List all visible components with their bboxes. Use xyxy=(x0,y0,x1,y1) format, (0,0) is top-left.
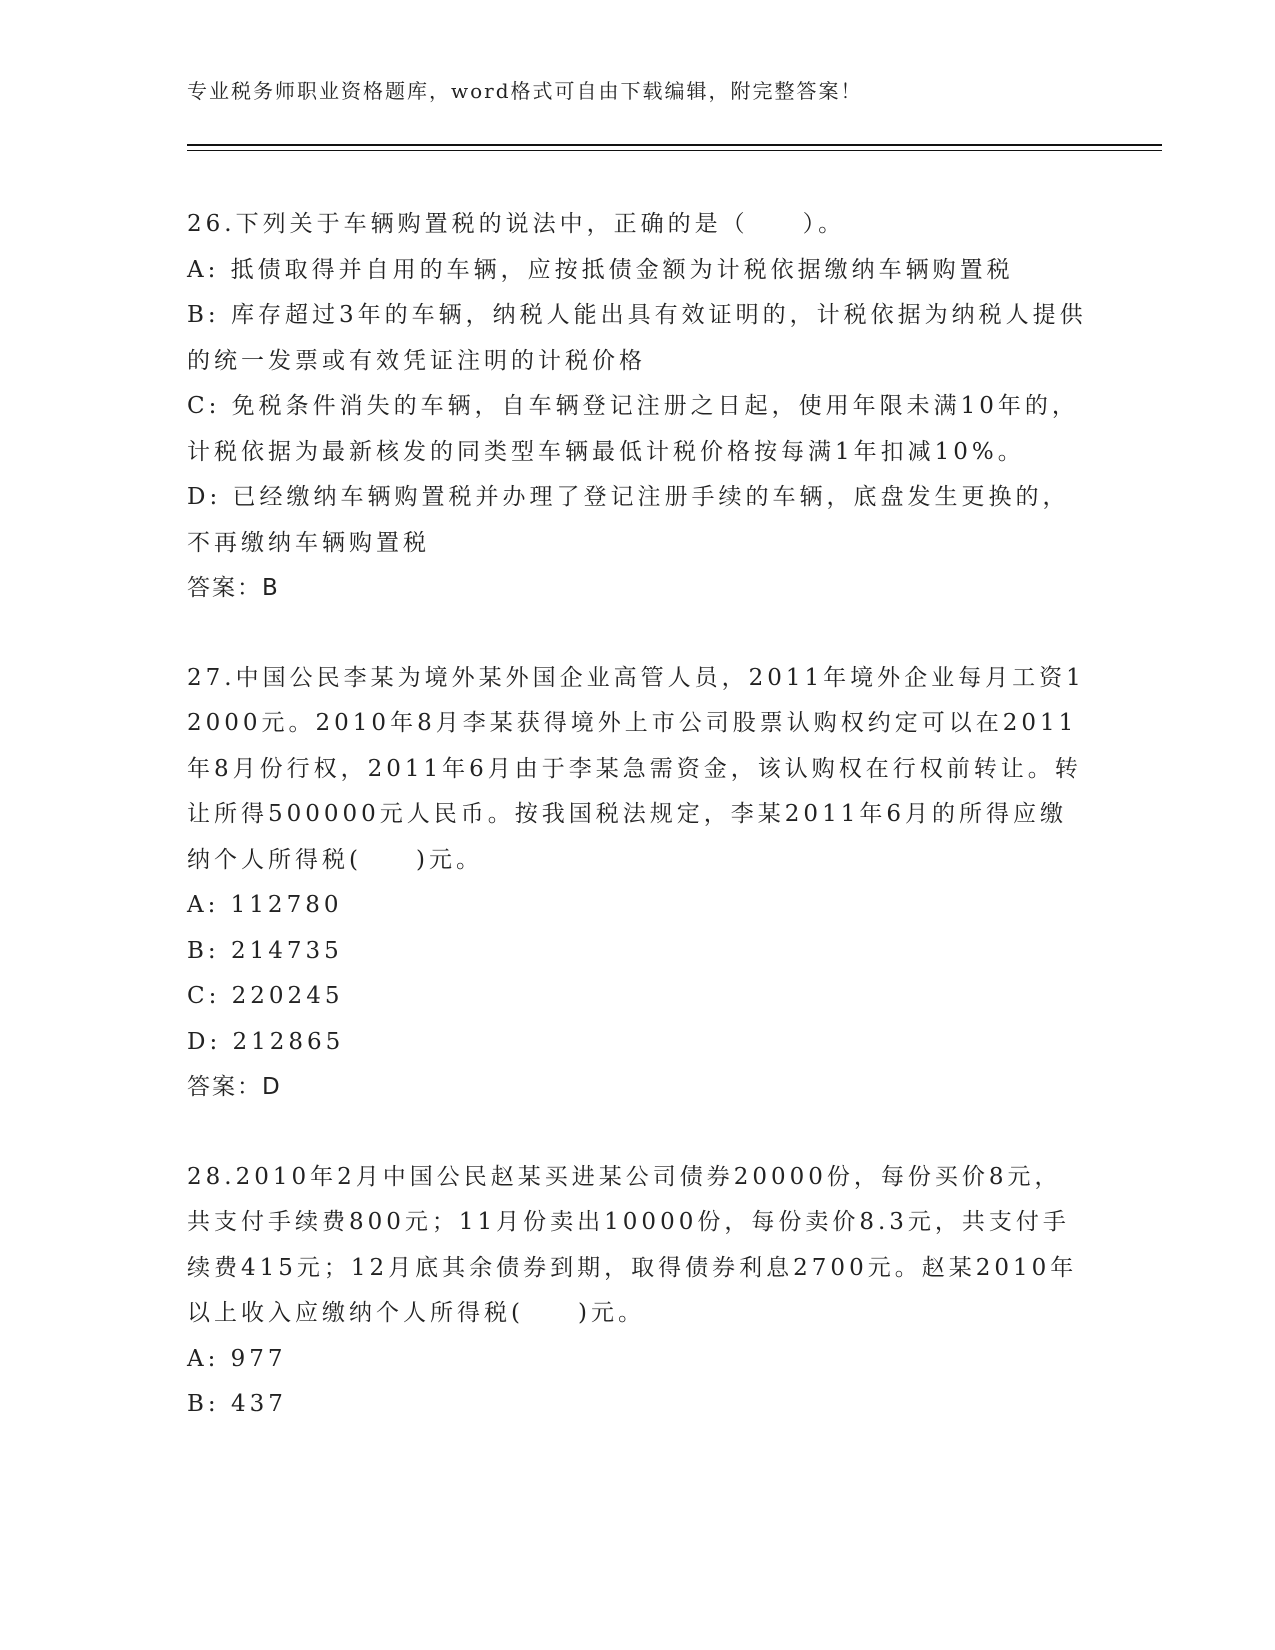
question-stem: 27.中国公民李某为境外某外国企业高管人员，2011年境外企业每月工资12000元。2010年8月李某获得境外上市公司股票认购权约定可以在2011年8月份行权，2011年6月由于李某急需资金，该认购权在行权前转让。转让所得500000元人民币。按我国税法规定，李某2011年6月的所得应缴纳个人所得税( )元。 xyxy=(187,664,1085,873)
question-27 xyxy=(187,656,1087,1111)
option-d: D: 已经缴纳车辆购置税并办理了登记注册手续的车辆，底盘发生更换的，不再缴纳车辆购置税 xyxy=(187,484,1070,556)
option-a: A: 112780 xyxy=(187,892,343,918)
option-c: C: 220245 xyxy=(187,983,344,1009)
question-list xyxy=(187,202,1087,1472)
option-a: A: 977 xyxy=(187,1345,287,1372)
question-stem: 26.下列关于车辆购置税的说法中，正确的是（ ）。 xyxy=(187,211,846,237)
option-b: B: 214735 xyxy=(187,937,343,964)
page-header: 专业税务师职业资格题库，word格式可自由下载编辑，附完整答案！ xyxy=(187,79,863,103)
question-stem: 28.2010年2月中国公民赵某买进某公司债券20000份，每份买价8元，共支付手续费800元；11月份卖出10000份，每份卖价8.3元，共支付手续费415元；12月底其余债券到期，取得债券利息2700元。赵某2010年以上收入应缴纳个人所得税( )元。 xyxy=(187,1163,1078,1326)
option-c: C: 免税条件消失的车辆，自车辆登记注册之日起，使用年限未满10年的，计税依据为最新核发的同类型车辆最低计税价格按每满1年扣减10%。 xyxy=(187,393,1079,465)
option-b: B: 库存超过3年的车辆，纳税人能出具有效证明的，计税依据为纳税人提供的统一发票或有效凭证注明的计税价格 xyxy=(187,302,1087,374)
question-28 xyxy=(187,1155,1087,1428)
header-divider xyxy=(187,144,1162,146)
option-a: A: 抵债取得并自用的车辆，应按抵债金额为计税依据缴纳车辆购置税 xyxy=(187,256,1014,283)
option-d: D: 212865 xyxy=(187,1028,345,1055)
answer-label: 答案：B xyxy=(187,575,280,601)
option-b: B: 437 xyxy=(187,1391,287,1417)
answer-label: 答案：D xyxy=(187,1074,282,1100)
header-divider-secondary xyxy=(187,150,1162,151)
question-26 xyxy=(187,202,1087,612)
